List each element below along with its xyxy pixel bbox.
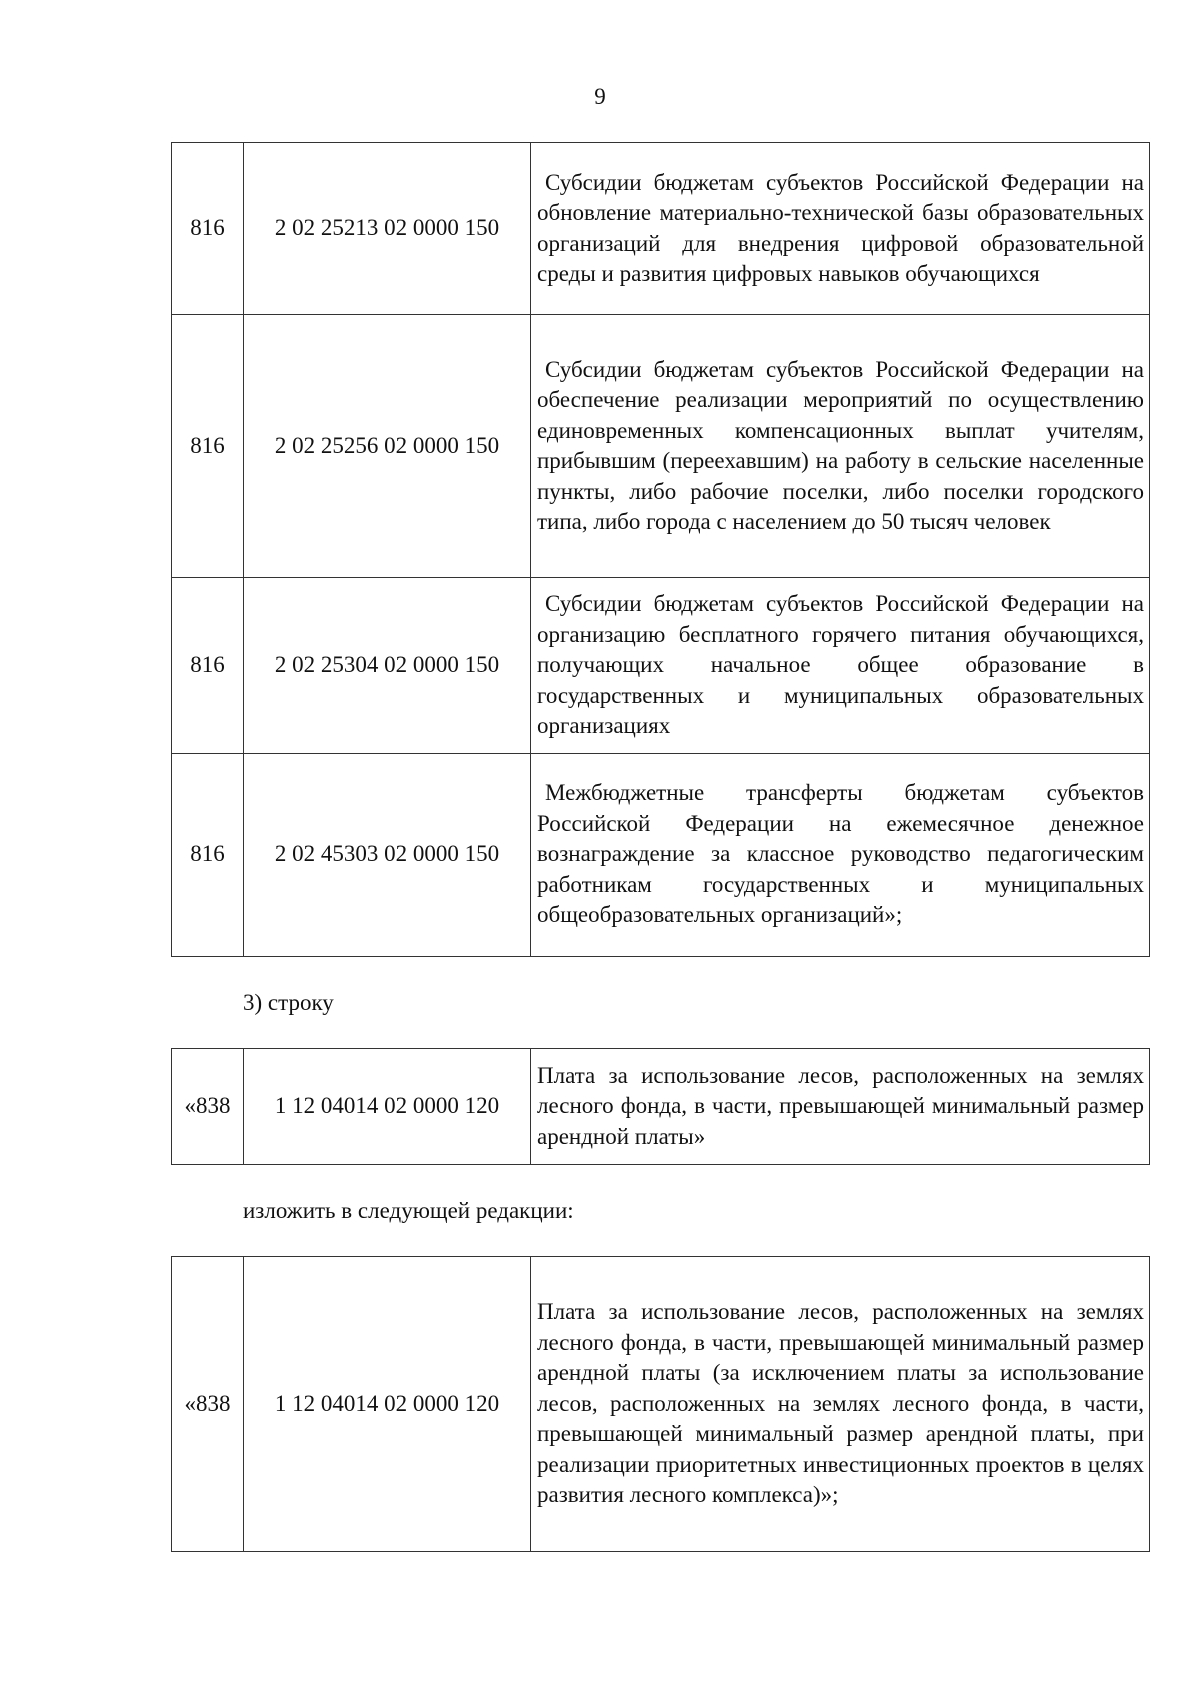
- admin-code-cell: 816: [172, 753, 244, 956]
- budget-code-cell: 1 12 04014 02 0000 120: [244, 1257, 531, 1552]
- admin-code-cell: 816: [172, 143, 244, 315]
- description-text: Плата за использование лесов, расположенных на землях лесного фонда, в части, превышающей минимальный размер арендной платы»: [537, 1062, 1144, 1149]
- table-row: [172, 1049, 1150, 1165]
- description-text: Субсидии бюджетам субъектов Российской Федерации на обновление материально-технической базы образовательных организаций для внедрения цифровой образовательной среды и развития цифровых навыков обучающихся: [537, 169, 1144, 286]
- description-cell: [531, 1049, 1150, 1165]
- table-row: [172, 1257, 1150, 1552]
- page-number: 9: [594, 84, 606, 109]
- paragraph-line-to-replace: 3) строку: [243, 990, 334, 1015]
- description-text: Субсидии бюджетам субъектов Российской Федерации на организацию бесплатного горячего питания обучающихся, получающих начальное общее образование в государственных и муниципальных образовательных организациях: [537, 591, 1144, 738]
- paragraph-new-edition: изложить в следующей редакции:: [243, 1198, 574, 1223]
- admin-code-cell: 816: [172, 578, 244, 754]
- description-text: Межбюджетные трансферты бюджетам субъектов Российской Федерации на ежемесячное денежное вознаграждение за классное руководство педагогическим работникам государственных и муниципальных общеобразовательных организаций»;: [537, 780, 1144, 928]
- admin-code-cell: 816: [172, 315, 244, 578]
- description-cell: [531, 753, 1150, 956]
- description-cell: [531, 1257, 1150, 1552]
- admin-code-cell: «838: [172, 1257, 244, 1552]
- table-old-row: [171, 1048, 1150, 1165]
- table-row: [172, 315, 1150, 578]
- budget-code-cell: 2 02 45303 02 0000 150: [244, 753, 531, 956]
- budget-code-cell: 2 02 25256 02 0000 150: [244, 315, 531, 578]
- table-income-codes: [171, 142, 1150, 957]
- table-row: [172, 753, 1150, 956]
- admin-code-cell: «838: [172, 1049, 244, 1165]
- budget-code-cell: 2 02 25213 02 0000 150: [244, 143, 531, 315]
- description-cell: [531, 143, 1150, 315]
- budget-code-cell: 2 02 25304 02 0000 150: [244, 578, 531, 754]
- description-cell: [531, 578, 1150, 754]
- budget-code-cell: 1 12 04014 02 0000 120: [244, 1049, 531, 1165]
- description-cell: [531, 315, 1150, 578]
- description-text: Плата за использование лесов, расположенных на землях лесного фонда, в части, превышающей минимальный размер арендной платы (за исключением платы за использование лесов, расположенных на землях лесного фонда, в части, превышающей минимальный размер арендной платы, при реализации приоритетных инвестиционных проектов в целях развития лесного комплекса)»;: [537, 1299, 1144, 1508]
- description-text: Субсидии бюджетам субъектов Российской Федерации на обеспечение реализации мероприятий по осуществлению единовременных компенсационных выплат учителям, прибывшим (переехавшим) на работу в сельские населенные пункты, либо рабочие поселки, либо поселки городского типа, либо города с населением до 50 тысяч человек: [537, 356, 1144, 534]
- table-row: [172, 143, 1150, 315]
- table-new-row: [171, 1256, 1150, 1552]
- table-row: [172, 578, 1150, 754]
